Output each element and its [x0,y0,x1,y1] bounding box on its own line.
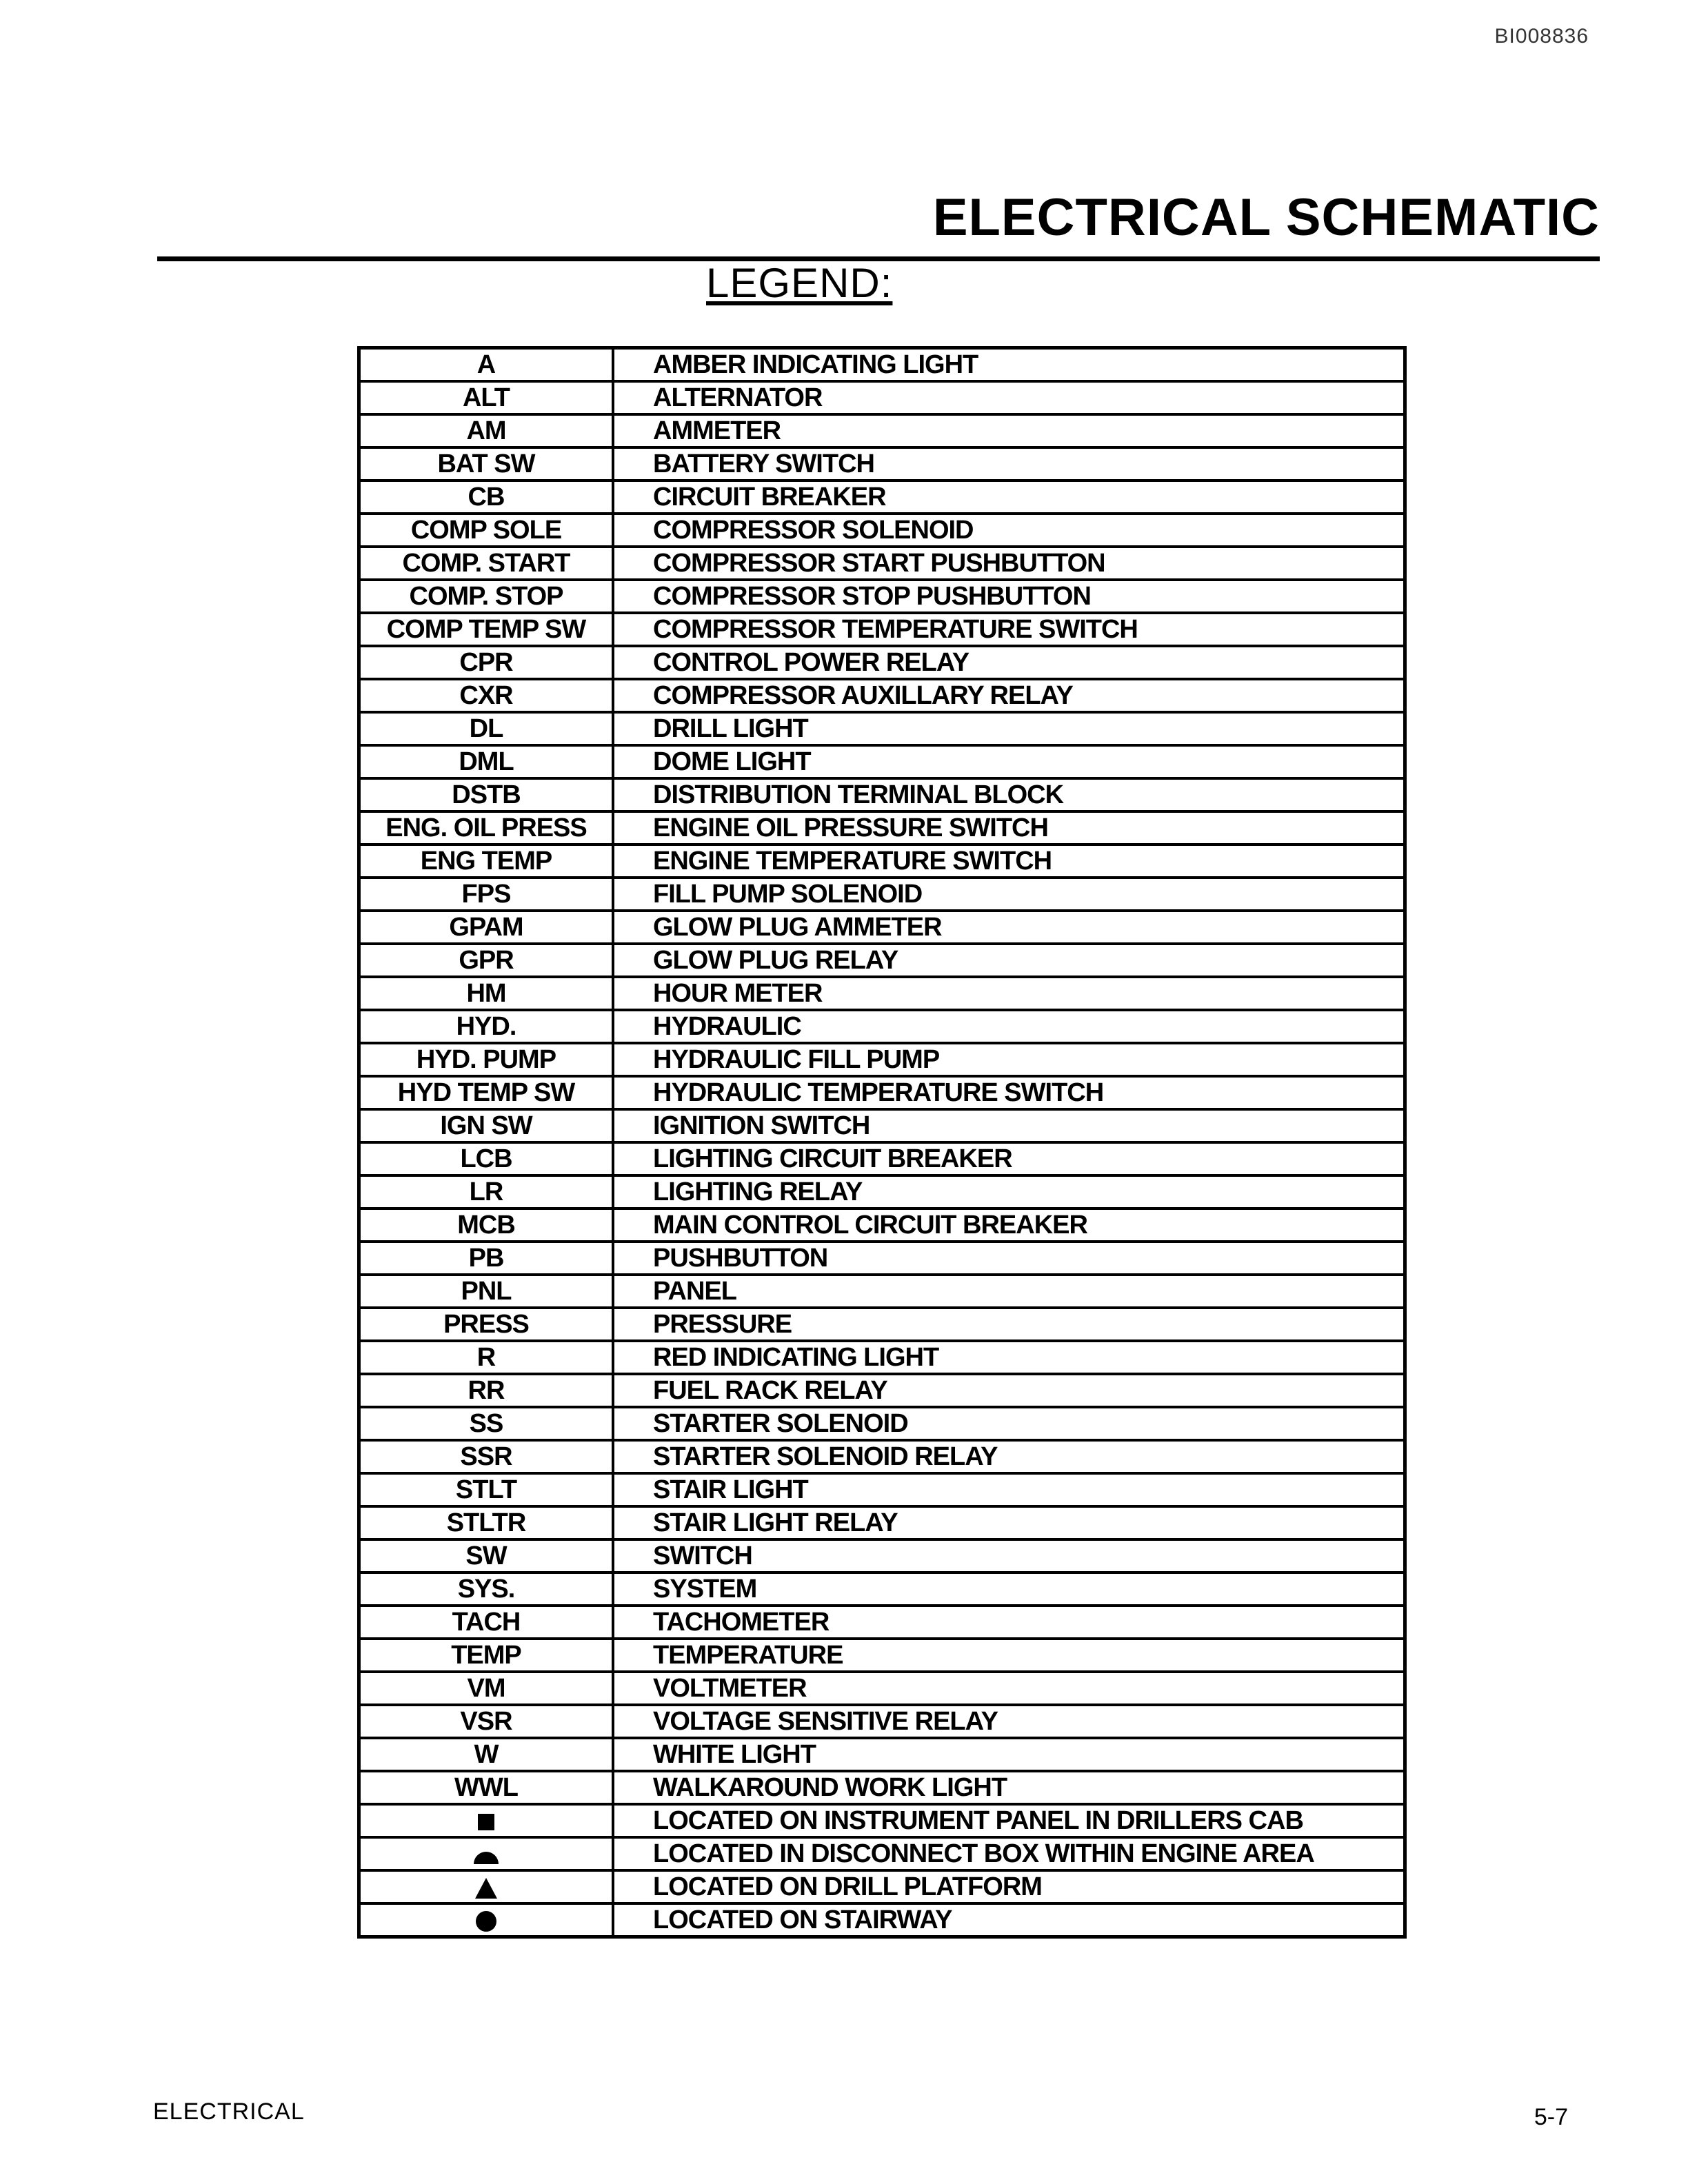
legend-description: GLOW PLUG AMMETER [613,911,1405,944]
legend-description: VOLTAGE SENSITIVE RELAY [613,1705,1405,1738]
legend-abbreviation: VSR [359,1705,614,1738]
legend-description: LIGHTING RELAY [613,1175,1405,1209]
legend-abbreviation: STLT [359,1473,614,1506]
legend-abbreviation: DL [359,712,614,745]
legend-description: HYDRAULIC FILL PUMP [613,1043,1405,1076]
legend-row [359,1539,1405,1573]
legend-description: STARTER SOLENOID RELAY [613,1440,1405,1473]
legend-description: WALKAROUND WORK LIGHT [613,1771,1405,1804]
legend-description: PANEL [613,1275,1405,1308]
legend-description: FILL PUMP SOLENOID [613,878,1405,911]
legend-row [359,646,1405,679]
legend-row [359,514,1405,547]
legend-row [359,1573,1405,1606]
legend-abbreviation: GPAM [359,911,614,944]
legend-description: LOCATED IN DISCONNECT BOX WITHIN ENGINE AREA [613,1837,1405,1870]
legend-row [359,1209,1405,1242]
legend-abbreviation: CXR [359,679,614,712]
legend-description: DOME LIGHT [613,745,1405,778]
legend-abbreviation: SSR [359,1440,614,1473]
legend-symbol-cell [359,1837,614,1870]
legend-description: STARTER SOLENOID [613,1407,1405,1440]
legend-abbreviation: LR [359,1175,614,1209]
legend-description: LIGHTING CIRCUIT BREAKER [613,1142,1405,1175]
legend-row [359,1473,1405,1506]
legend-abbreviation: CB [359,481,614,514]
legend-abbreviation: BAT SW [359,447,614,481]
legend-abbreviation: LCB [359,1142,614,1175]
legend-abbreviation: ENG. OIL PRESS [359,811,614,845]
legend-description: DISTRIBUTION TERMINAL BLOCK [613,778,1405,811]
legend-abbreviation: MCB [359,1209,614,1242]
legend-abbreviation: COMP. START [359,547,614,580]
legend-row [359,1705,1405,1738]
legend-row [359,381,1405,414]
legend-abbreviation: SS [359,1407,614,1440]
legend-abbreviation: AM [359,414,614,447]
legend-description: FUEL RACK RELAY [613,1374,1405,1407]
legend-abbreviation: R [359,1341,614,1374]
legend-abbreviation: HM [359,977,614,1010]
legend-row [359,778,1405,811]
legend-abbreviation: GPR [359,944,614,977]
legend-description: HYDRAULIC TEMPERATURE SWITCH [613,1076,1405,1109]
legend-abbreviation: RR [359,1374,614,1407]
legend-row [359,911,1405,944]
legend-row [359,1341,1405,1374]
legend-row [359,878,1405,911]
legend-abbreviation: WWL [359,1771,614,1804]
legend-row [359,1242,1405,1275]
legend-description: GLOW PLUG RELAY [613,944,1405,977]
filled-square-icon [478,1814,494,1830]
legend-row [359,679,1405,712]
legend-abbreviation: STLTR [359,1506,614,1539]
legend-row [359,1142,1405,1175]
legend-description: PUSHBUTTON [613,1242,1405,1275]
legend-description: HOUR METER [613,977,1405,1010]
legend-description: TEMPERATURE [613,1639,1405,1672]
legend-abbreviation: FPS [359,878,614,911]
legend-description: COMPRESSOR STOP PUSHBUTTON [613,580,1405,613]
legend-row [359,447,1405,481]
legend-heading: LEGEND: [706,260,893,306]
symbol-legend-row [359,1903,1405,1937]
filled-circle-icon [476,1911,496,1932]
legend-description: PRESSURE [613,1308,1405,1341]
legend-symbol-cell [359,1804,614,1837]
legend-description: COMPRESSOR AUXILLARY RELAY [613,679,1405,712]
legend-description: COMPRESSOR TEMPERATURE SWITCH [613,613,1405,646]
legend-description: LOCATED ON STAIRWAY [613,1903,1405,1937]
legend-description: LOCATED ON DRILL PLATFORM [613,1870,1405,1903]
legend-row [359,1076,1405,1109]
legend-table [357,346,1407,1939]
legend-row [359,1639,1405,1672]
legend-row [359,1407,1405,1440]
legend-description: RED INDICATING LIGHT [613,1341,1405,1374]
legend-symbol-cell [359,1870,614,1903]
legend-description: TACHOMETER [613,1606,1405,1639]
legend-abbreviation: DSTB [359,778,614,811]
legend-abbreviation: HYD. PUMP [359,1043,614,1076]
legend-row [359,481,1405,514]
legend-description: SWITCH [613,1539,1405,1573]
filled-triangle-icon [475,1878,497,1899]
legend-description: IGNITION SWITCH [613,1109,1405,1142]
legend-abbreviation: IGN SW [359,1109,614,1142]
legend-description: MAIN CONTROL CIRCUIT BREAKER [613,1209,1405,1242]
filled-half-circle-icon [474,1852,499,1864]
legend-row [359,811,1405,845]
legend-description: STAIR LIGHT RELAY [613,1506,1405,1539]
legend-description: BATTERY SWITCH [613,447,1405,481]
symbol-legend-row [359,1804,1405,1837]
legend-row [359,944,1405,977]
legend-description: ALTERNATOR [613,381,1405,414]
footer-page-number: 5-7 [1534,2104,1568,2130]
legend-row [359,1010,1405,1043]
legend-row [359,977,1405,1010]
legend-row [359,580,1405,613]
footer-section: ELECTRICAL [153,2099,305,2125]
legend-abbreviation: ALT [359,381,614,414]
legend-abbreviation: VM [359,1672,614,1705]
legend-description: HYDRAULIC [613,1010,1405,1043]
legend-abbreviation: PB [359,1242,614,1275]
legend-description: CIRCUIT BREAKER [613,481,1405,514]
legend-row [359,1308,1405,1341]
legend-row [359,1738,1405,1771]
legend-row [359,414,1405,447]
legend-abbreviation: PRESS [359,1308,614,1341]
legend-abbreviation: HYD TEMP SW [359,1076,614,1109]
legend-abbreviation: SYS. [359,1573,614,1606]
legend-abbreviation: HYD. [359,1010,614,1043]
legend-description: AMMETER [613,414,1405,447]
legend-description: COMPRESSOR SOLENOID [613,514,1405,547]
legend-abbreviation: A [359,348,614,382]
legend-row [359,1771,1405,1804]
legend-row [359,1606,1405,1639]
legend-description: WHITE LIGHT [613,1738,1405,1771]
document-id: BI008836 [1494,25,1589,48]
legend-abbreviation: TEMP [359,1639,614,1672]
legend-description: COMPRESSOR START PUSHBUTTON [613,547,1405,580]
legend-abbreviation: ENG TEMP [359,845,614,878]
legend-row [359,1175,1405,1209]
legend-description: ENGINE OIL PRESSURE SWITCH [613,811,1405,845]
legend-description: ENGINE TEMPERATURE SWITCH [613,845,1405,878]
legend-abbreviation: COMP SOLE [359,514,614,547]
legend-abbreviation: COMP TEMP SW [359,613,614,646]
legend-description: SYSTEM [613,1573,1405,1606]
legend-row [359,1672,1405,1705]
legend-abbreviation: CPR [359,646,614,679]
legend-row [359,1506,1405,1539]
legend-row [359,613,1405,646]
legend-row [359,1374,1405,1407]
legend-row [359,1440,1405,1473]
legend-description: VOLTMETER [613,1672,1405,1705]
legend-description: DRILL LIGHT [613,712,1405,745]
legend-abbreviation: COMP. STOP [359,580,614,613]
legend-row [359,1109,1405,1142]
legend-row [359,745,1405,778]
legend-abbreviation: SW [359,1539,614,1573]
symbol-legend-row [359,1870,1405,1903]
legend-abbreviation: TACH [359,1606,614,1639]
legend-row [359,1043,1405,1076]
legend-row [359,845,1405,878]
legend-symbol-cell [359,1903,614,1937]
legend-description: CONTROL POWER RELAY [613,646,1405,679]
legend-row [359,1275,1405,1308]
symbol-legend-row [359,1837,1405,1870]
legend-row [359,712,1405,745]
legend-abbreviation: DML [359,745,614,778]
legend-row [359,547,1405,580]
page-title: ELECTRICAL SCHEMATIC [932,188,1600,247]
legend-row [359,348,1405,382]
legend-description: STAIR LIGHT [613,1473,1405,1506]
legend-abbreviation: PNL [359,1275,614,1308]
legend-table-body [359,348,1405,1937]
legend-description: AMBER INDICATING LIGHT [613,348,1405,382]
legend-abbreviation: W [359,1738,614,1771]
legend-description: LOCATED ON INSTRUMENT PANEL IN DRILLERS CAB [613,1804,1405,1837]
